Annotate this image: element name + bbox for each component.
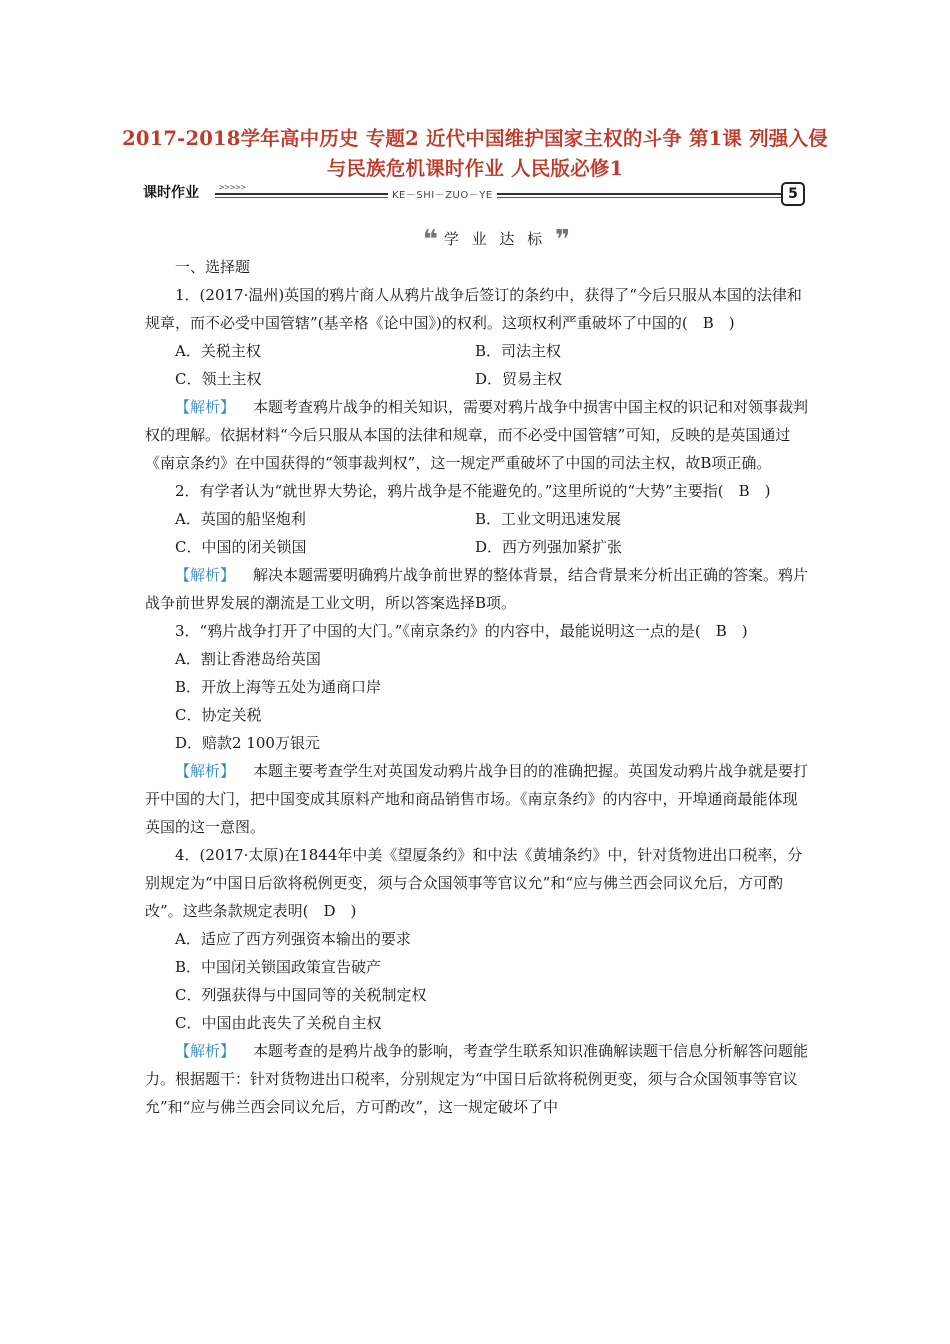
analysis-paragraph — [145, 561, 810, 617]
analysis-text: 解决本题需要明确鸦片战争前世界的整体背景，结合背景来分析出正确的答案。鸦片战争前世界发展的潮流是工业文明，所以答案选择B项。 — [145, 566, 809, 612]
option-a: A．割让香港岛给英国 — [175, 650, 321, 668]
banner-arrows: >>>>> — [219, 183, 247, 193]
analysis-label: 【解析】 — [175, 566, 236, 584]
document-body — [145, 253, 810, 1121]
option-a: A．适应了西方列强资本输出的要求 — [175, 930, 411, 948]
question-stem: 3．“鸦片战争打开了中国的大门。”《南京条约》的内容中，最能说明这一点的是( B ) — [175, 622, 748, 640]
question-stem: 2．有学者认为“就世界大势论，鸦片战争是不能避免的。”这里所说的“大势”主要指( B ) — [175, 482, 771, 500]
analysis-paragraph — [145, 393, 810, 477]
option-d: D．赔款2 100万银元 — [175, 734, 320, 752]
option-row — [145, 337, 810, 365]
document-title: 2017-2018学年高中历史 专题2 近代中国维护国家主权的斗争 第1课 列强入侵与民族危机课时作业 人民版必修1 — [122, 127, 828, 180]
option-b: B．开放上海等五处为通商口岸 — [175, 678, 382, 696]
banner-rule — [215, 193, 781, 195]
option-d: C．中国由此丧失了关税自主权 — [175, 1014, 382, 1032]
option-a: A．英国的船坚炮利 — [175, 510, 306, 528]
homework-banner — [143, 181, 807, 207]
option-b: B．工业文明迅速发展 — [475, 510, 622, 528]
banner-pinyin: KE－SHI－ZUO－YE — [388, 186, 497, 201]
banner-number-badge: 5 — [781, 182, 805, 206]
banner-rule-thin — [215, 197, 781, 198]
option-row — [145, 533, 810, 561]
option-d: D．西方列强加紧扩张 — [475, 538, 623, 556]
option-row — [145, 505, 810, 533]
option-c: C．领土主权 — [175, 370, 262, 388]
option-row — [145, 365, 810, 393]
option-c: C．列强获得与中国同等的关税制定权 — [175, 986, 427, 1004]
part-heading: 一、选择题 — [175, 258, 251, 276]
question-stem: 4．(2017·太原)在1844年中美《望厦条约》和中法《黄埔条约》中，针对货物进出口税率，分别规定为“中国日后欲将税例更变，须与合众国领事等官议允”和“应与佛兰西会同议允后，方可酌改”。这些条款规定表明( D ) — [145, 846, 803, 920]
close-quote-icon: ❞ — [554, 225, 568, 255]
question-stem: 1．(2017·温州)英国的鸦片商人从鸦片战争后签订的条约中，获得了“今后只服从本国的法律和规章，而不必受中国管辖”(基辛格《论中国》)的权利。这项权利严重破坏了中国的( B ) — [145, 286, 802, 332]
section-title: 学 业 达 标 — [443, 230, 547, 248]
option-c: C．中国的闭关锁国 — [175, 538, 307, 556]
analysis-label: 【解析】 — [175, 1042, 236, 1060]
option-b: B．司法主权 — [475, 342, 562, 360]
option-c: C．协定关税 — [175, 706, 262, 724]
option-d: D．贸易主权 — [475, 370, 563, 388]
option-b: B．中国闭关锁国政策宣告破产 — [175, 958, 382, 976]
open-quote-icon: ❝ — [422, 225, 436, 255]
analysis-text: 本题主要考查学生对英国发动鸦片战争目的的准确把握。英国发动鸦片战争就是要打开中国的大门，把中国变成其原料产地和商品销售市场。《南京条约》的内容中，开埠通商最能体现英国的这一意图。 — [145, 762, 809, 836]
option-a: A．关税主权 — [175, 342, 261, 360]
section-heading — [420, 225, 570, 255]
analysis-text: 本题考查鸦片战争的相关知识，需要对鸦片战争中损害中国主权的识记和对领事裁判权的理解。依据材料“今后只服从本国的法律和规章，而不必受中国管辖”可知，反映的是英国通过《南京条约》在中国获得的“领事裁判权”，这一规定严重破坏了中国的司法主权，故B项正确。 — [145, 398, 809, 472]
analysis-label: 【解析】 — [175, 398, 236, 416]
analysis-paragraph — [145, 757, 810, 841]
analysis-label: 【解析】 — [175, 762, 236, 780]
banner-tag: 课时作业 — [143, 185, 199, 201]
analysis-text: 本题考查的是鸦片战争的影响，考查学生联系知识准确解读题干信息分析解答问题能力。根据题干：针对货物进出口税率，分别规定为“中国日后欲将税例更变，须与合众国领事等官议允”和“应与佛兰西会同议允后，方可酌改”，这一规定破坏了中 — [145, 1042, 809, 1116]
analysis-paragraph — [145, 1037, 810, 1121]
